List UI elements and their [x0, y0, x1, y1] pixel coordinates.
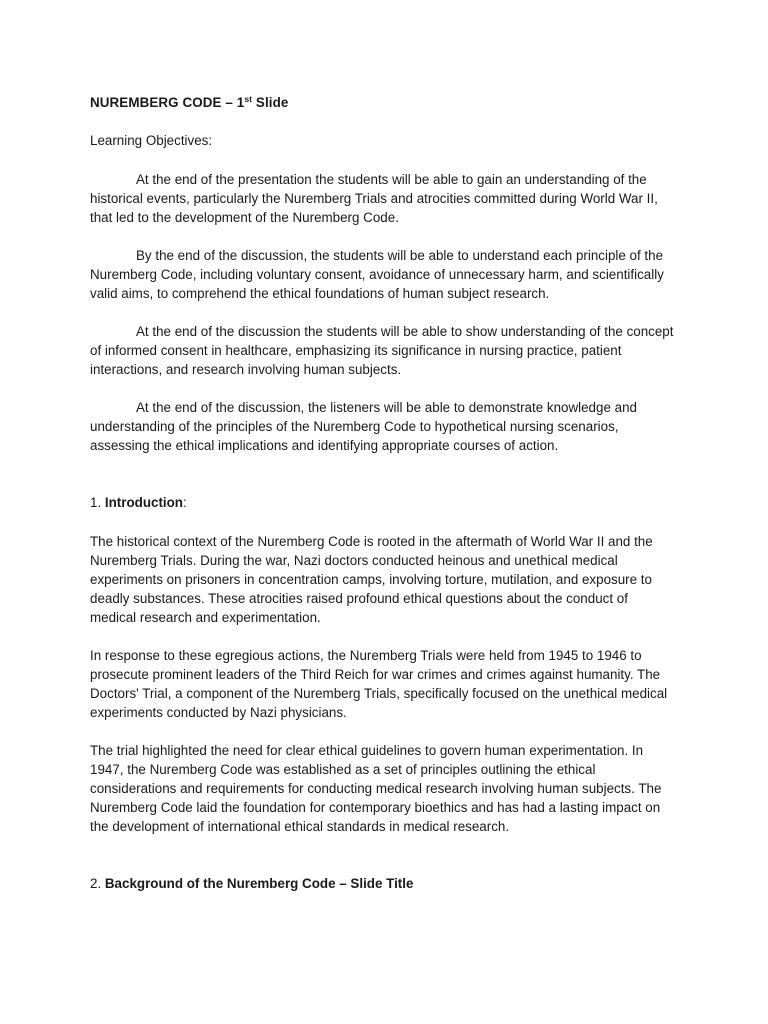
objective-paragraph: At the end of the discussion the students will be able to show understanding of the concept of informed consent in healthcare, emphasizing its significance in nursing practice, patient interactions, and research involving human subjects.: [90, 324, 674, 377]
intro-paragraph: The historical context of the Nuremberg Code is rooted in the aftermath of World War II and the Nuremberg Trials. During the war, Nazi doctors conducted heinous and unethical medical experiments on prisoners in concentration camps, involving torture, mutilation, and exposure to deadly substances. These atrocities raised profound ethical questions about the conduct of medical research and experimentation.: [90, 534, 653, 625]
title-main: NUREMBERG CODE – 1: [90, 95, 245, 110]
objective-paragraph: At the end of the presentation the students will be able to gain an understanding of the historical events, particularly the Nuremberg Trials and atrocities committed during World War II, that led to the development of the Nuremberg Code.: [90, 172, 658, 225]
document-body: [90, 93, 674, 893]
section-title: Introduction: [104, 495, 183, 510]
objective-paragraph: By the end of the discussion, the students will be able to understand each principle of the Nuremberg Code, including voluntary consent, avoidance of unnecessary harm, and scientifically valid aims, to comprehend the ethical foundations of human subject research.: [90, 248, 664, 301]
document-title: [90, 93, 674, 112]
section-heading-introduction: [90, 493, 674, 512]
section-title: Background of the Nuremberg Code – Slide Title: [104, 876, 414, 891]
title-tail: Slide: [252, 95, 289, 110]
section-colon: :: [183, 495, 187, 510]
title-superscript: st: [244, 94, 253, 104]
intro-paragraph: In response to these egregious actions, the Nuremberg Trials were held from 1945 to 1946 to prosecute prominent leaders of the Third Reich for war crimes and crimes against humanity. The Doctors' Trial, a component of the Nuremberg Trials, specifically focused on the unethical medical experiments conducted by Nazi physicians.: [90, 648, 668, 720]
objective-paragraph: At the end of the discussion, the listeners will be able to demonstrate knowledge and understanding of the principles of the Nuremberg Code to hypothetical nursing scenarios, assessing the ethical implications and identifying appropriate courses of action.: [90, 400, 637, 453]
learning-objectives-label: Learning Objectives:: [90, 133, 213, 148]
section-number: 1.: [90, 495, 105, 510]
section-number: 2.: [90, 876, 105, 891]
intro-paragraph: The trial highlighted the need for clear ethical guidelines to govern human experimentation. In 1947, the Nuremberg Code was established as a set of principles outlining the ethical considerations and requirements for conducting medical research involving human subjects. The Nuremberg Code laid the foundation for contemporary bioethics and has had a lasting impact on the development of international ethical standards in medical research.: [90, 743, 662, 834]
section-heading-background: [90, 874, 674, 893]
